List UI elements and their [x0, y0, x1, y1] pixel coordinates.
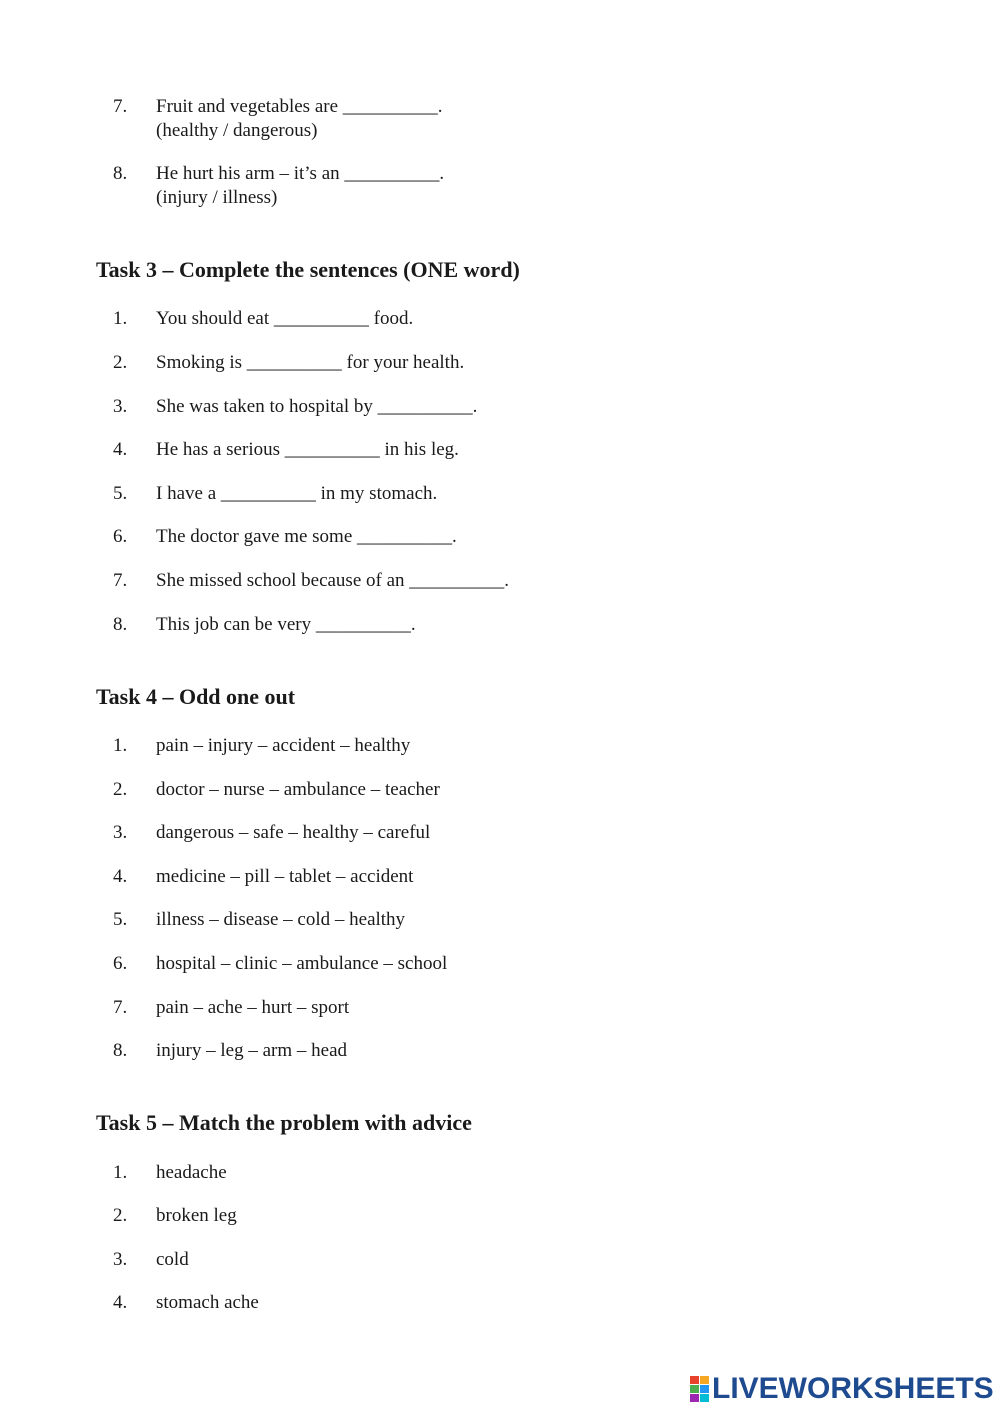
item-number: 5. [113, 909, 128, 930]
item-words: hospital – clinic – ambulance – school [156, 953, 448, 974]
item-words: injury – leg – arm – head [156, 1040, 348, 1061]
item-number: 8. [113, 163, 128, 184]
item-sentence: He has a serious __________ in his leg. [156, 439, 459, 460]
item-sentence: I have a __________ in my stomach. [156, 483, 438, 504]
item-words: pain – injury – accident – healthy [156, 735, 411, 756]
item-sentence: The doctor gave me some __________. [156, 526, 457, 547]
item-number: 4. [113, 866, 128, 887]
item-number: 4. [113, 1292, 128, 1313]
item-number: 1. [113, 735, 128, 756]
item-number: 5. [113, 483, 128, 504]
item-number: 7. [113, 96, 128, 117]
item-problem: headache [156, 1162, 227, 1183]
item-words: pain – ache – hurt – sport [156, 997, 350, 1018]
item-words: medicine – pill – tablet – accident [156, 866, 414, 887]
item-number: 3. [113, 396, 128, 417]
item-hint: (healthy / dangerous) [156, 120, 318, 141]
item-sentence: She missed school because of an __________. [156, 570, 510, 591]
item-words: dangerous – safe – healthy – careful [156, 822, 431, 843]
item-problem: stomach ache [156, 1292, 259, 1313]
liveworksheets-logo [690, 1373, 994, 1405]
item-hint: (injury / illness) [156, 187, 278, 208]
item-words: doctor – nurse – ambulance – teacher [156, 779, 440, 800]
item-number: 3. [113, 1249, 128, 1270]
item-sentence: You should eat __________ food. [156, 308, 414, 329]
item-number: 2. [113, 1205, 128, 1226]
item-sentence: This job can be very __________. [156, 614, 416, 635]
task3-heading: Task 3 – Complete the sentences (ONE word) [96, 257, 520, 282]
liveworksheets-logo-icon [690, 1376, 710, 1402]
task4-heading: Task 4 – Odd one out [96, 684, 296, 709]
item-number: 8. [113, 614, 128, 635]
item-words: illness – disease – cold – healthy [156, 909, 406, 930]
item-number: 3. [113, 822, 128, 843]
item-sentence: Fruit and vegetables are __________. [156, 96, 443, 117]
item-problem: cold [156, 1249, 189, 1270]
item-number: 6. [113, 526, 128, 547]
item-sentence: She was taken to hospital by __________. [156, 396, 478, 417]
item-sentence: He hurt his arm – it’s an __________. [156, 163, 445, 184]
task5-heading: Task 5 – Match the problem with advice [96, 1110, 472, 1135]
item-number: 1. [113, 1162, 128, 1183]
item-number: 4. [113, 439, 128, 460]
item-problem: broken leg [156, 1205, 237, 1226]
liveworksheets-logo-text: LIVEWORKSHEETS [712, 1372, 994, 1405]
item-number: 2. [113, 352, 128, 373]
item-sentence: Smoking is __________ for your health. [156, 352, 465, 373]
item-number: 1. [113, 308, 128, 329]
item-number: 7. [113, 570, 128, 591]
item-number: 6. [113, 953, 128, 974]
item-number: 7. [113, 997, 128, 1018]
item-number: 2. [113, 779, 128, 800]
item-number: 8. [113, 1040, 128, 1061]
